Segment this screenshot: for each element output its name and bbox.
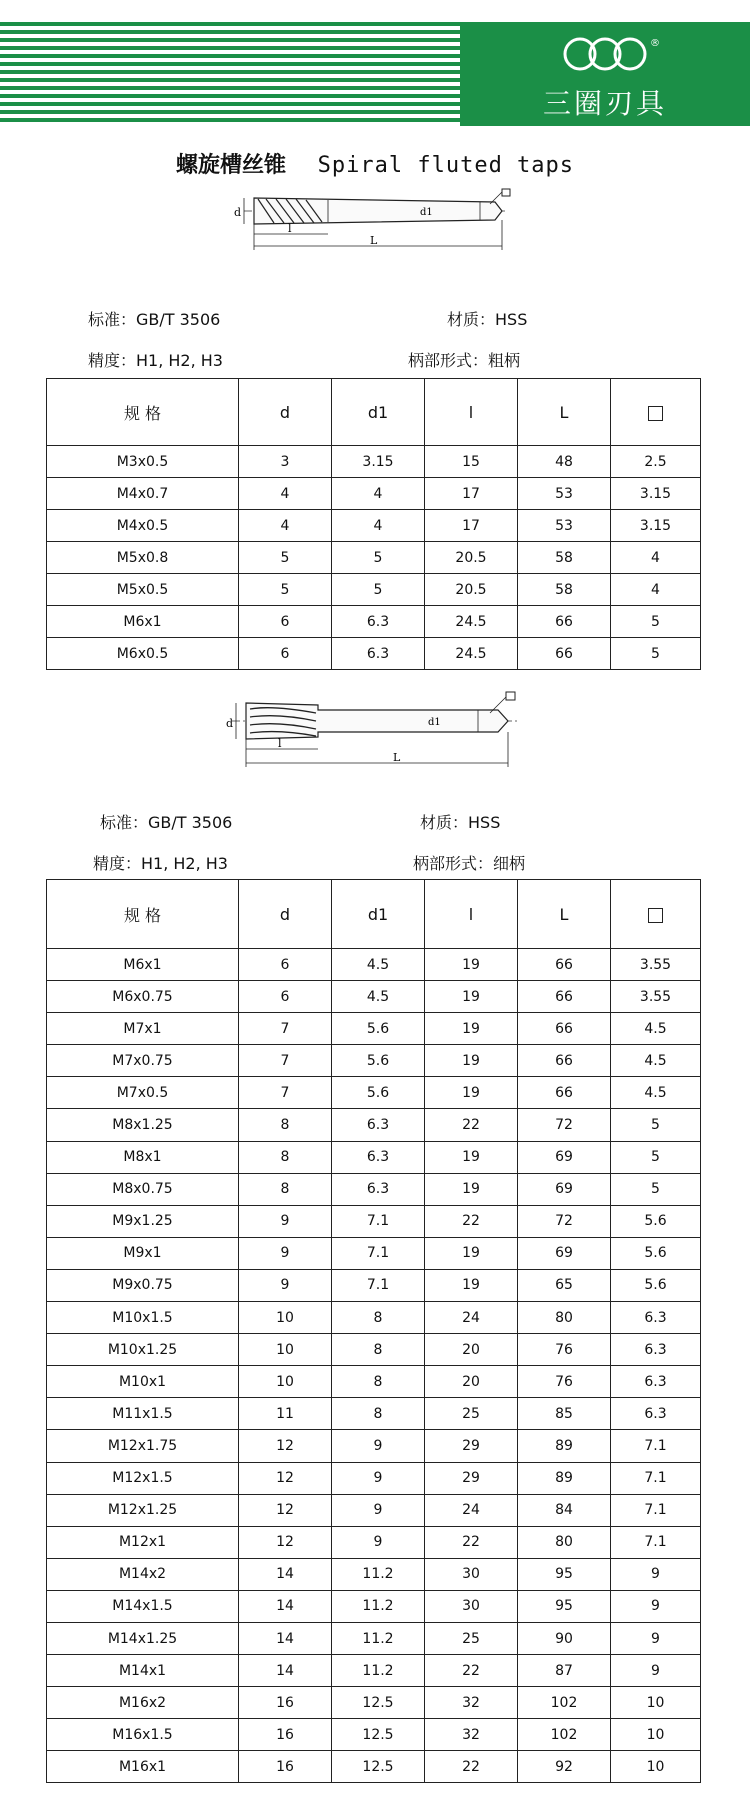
- cell-L: 72: [518, 1109, 611, 1141]
- cell-d: 12: [239, 1526, 332, 1558]
- cell-size: M12x1.5: [47, 1462, 239, 1494]
- cell-size: M7x1: [47, 1013, 239, 1045]
- cell-l: 24.5: [425, 638, 518, 670]
- cell-square: 7.1: [611, 1430, 701, 1462]
- cell-d1: 8: [332, 1398, 425, 1430]
- cell-d1: 4.5: [332, 949, 425, 981]
- cell-l: 22: [425, 1205, 518, 1237]
- cell-L: 80: [518, 1302, 611, 1334]
- cell-L: 48: [518, 446, 611, 478]
- table-body-1: [47, 446, 701, 670]
- cell-d: 12: [239, 1494, 332, 1526]
- cell-d1: 11.2: [332, 1558, 425, 1590]
- cell-d: 6: [239, 606, 332, 638]
- header-size: 规 格: [47, 379, 239, 446]
- cell-square: 6.3: [611, 1334, 701, 1366]
- cell-d1: 11.2: [332, 1622, 425, 1654]
- cell-l: 22: [425, 1751, 518, 1783]
- cell-square: 3.55: [611, 949, 701, 981]
- table-row: [47, 1751, 701, 1783]
- cell-l: 32: [425, 1687, 518, 1719]
- cell-size: M4x0.5: [47, 510, 239, 542]
- cell-d: 16: [239, 1751, 332, 1783]
- table-row: [47, 1366, 701, 1398]
- cell-L: 69: [518, 1237, 611, 1269]
- cell-d1: 5: [332, 542, 425, 574]
- cell-L: 84: [518, 1494, 611, 1526]
- precision-text-1: 精度：H1, H2, H3: [88, 351, 223, 370]
- cell-square: 4.5: [611, 1045, 701, 1077]
- cell-L: 66: [518, 1077, 611, 1109]
- cell-d: 14: [239, 1558, 332, 1590]
- cell-l: 30: [425, 1590, 518, 1622]
- cell-size: M7x0.5: [47, 1077, 239, 1109]
- cell-d: 14: [239, 1655, 332, 1687]
- cell-square: 4.5: [611, 1077, 701, 1109]
- cell-size: M9x0.75: [47, 1269, 239, 1301]
- table-row: [47, 1494, 701, 1526]
- cell-d: 7: [239, 1045, 332, 1077]
- cell-square: 9: [611, 1590, 701, 1622]
- cell-size: M9x1: [47, 1237, 239, 1269]
- cell-d1: 6.3: [332, 638, 425, 670]
- table-row: [47, 1109, 701, 1141]
- title-english: Spiral fluted taps: [317, 153, 575, 178]
- cell-d1: 9: [332, 1462, 425, 1494]
- table-row: [47, 1205, 701, 1237]
- cell-l: 25: [425, 1622, 518, 1654]
- table-row: [47, 1655, 701, 1687]
- cell-size: M14x1.5: [47, 1590, 239, 1622]
- cell-L: 69: [518, 1141, 611, 1173]
- cell-l: 17: [425, 478, 518, 510]
- cell-L: 69: [518, 1173, 611, 1205]
- label-L: L: [370, 234, 378, 247]
- tap-drawing-thick-shank: [234, 190, 515, 270]
- shank-type-text-2: 柄部形式：细柄: [413, 854, 526, 873]
- table-row: [47, 1462, 701, 1494]
- cell-d1: 4: [332, 478, 425, 510]
- cell-l: 24: [425, 1302, 518, 1334]
- cell-square: 5.6: [611, 1205, 701, 1237]
- label-d: d: [234, 206, 242, 219]
- cell-d1: 8: [332, 1302, 425, 1334]
- cell-l: 24.5: [425, 606, 518, 638]
- cell-L: 87: [518, 1655, 611, 1687]
- cell-L: 90: [518, 1622, 611, 1654]
- cell-size: M7x0.75: [47, 1045, 239, 1077]
- table-row: [47, 949, 701, 981]
- cell-l: 20.5: [425, 574, 518, 606]
- cell-square: 6.3: [611, 1366, 701, 1398]
- cell-L: 72: [518, 1205, 611, 1237]
- cell-size: M14x2: [47, 1558, 239, 1590]
- cell-d: 7: [239, 1077, 332, 1109]
- standard-text-1: 标准：GB/T 3506: [88, 310, 221, 329]
- header-d: d: [239, 379, 332, 446]
- cell-size: M3x0.5: [47, 446, 239, 478]
- cell-d: 9: [239, 1237, 332, 1269]
- registered-mark: ®: [650, 38, 660, 49]
- cell-size: M8x0.75: [47, 1173, 239, 1205]
- cell-d1: 6.3: [332, 606, 425, 638]
- cell-d1: 9: [332, 1430, 425, 1462]
- cell-d: 6: [239, 638, 332, 670]
- cell-square: 7.1: [611, 1462, 701, 1494]
- cell-square: 5: [611, 1173, 701, 1205]
- cell-d1: 6.3: [332, 1173, 425, 1205]
- cell-l: 29: [425, 1462, 518, 1494]
- cell-d: 8: [239, 1141, 332, 1173]
- cell-d1: 5.6: [332, 1013, 425, 1045]
- cell-square: 2.5: [611, 446, 701, 478]
- cell-L: 89: [518, 1430, 611, 1462]
- cell-d1: 11.2: [332, 1590, 425, 1622]
- cell-size: M11x1.5: [47, 1398, 239, 1430]
- cell-d1: 12.5: [332, 1751, 425, 1783]
- cell-size: M16x2: [47, 1687, 239, 1719]
- cell-d: 6: [239, 981, 332, 1013]
- cell-square: 3.15: [611, 478, 701, 510]
- cell-l: 17: [425, 510, 518, 542]
- cell-d: 10: [239, 1366, 332, 1398]
- cell-square: 4: [611, 574, 701, 606]
- cell-d: 8: [239, 1173, 332, 1205]
- cell-l: 29: [425, 1430, 518, 1462]
- cell-d1: 4.5: [332, 981, 425, 1013]
- table-row: [47, 1590, 701, 1622]
- cell-L: 80: [518, 1526, 611, 1558]
- table-header-row: [47, 379, 701, 446]
- cell-d: 5: [239, 542, 332, 574]
- cell-l: 20: [425, 1366, 518, 1398]
- cell-d1: 12.5: [332, 1687, 425, 1719]
- table-row: [47, 1687, 701, 1719]
- cell-d1: 8: [332, 1366, 425, 1398]
- cell-square: 9: [611, 1622, 701, 1654]
- header-L: L: [518, 379, 611, 446]
- cell-d1: 5.6: [332, 1077, 425, 1109]
- cell-d1: 5: [332, 574, 425, 606]
- cell-L: 66: [518, 1045, 611, 1077]
- table-header-row: [47, 880, 701, 949]
- cell-l: 19: [425, 1237, 518, 1269]
- cell-d: 3: [239, 446, 332, 478]
- cell-square: 5: [611, 1141, 701, 1173]
- square-icon: [648, 406, 663, 421]
- table-row: [47, 1237, 701, 1269]
- cell-square: 4.5: [611, 1013, 701, 1045]
- header-banner: [0, 22, 750, 126]
- cell-l: 22: [425, 1526, 518, 1558]
- table-row: [47, 1173, 701, 1205]
- cell-d: 9: [239, 1205, 332, 1237]
- label-d1-2: d1: [428, 717, 441, 728]
- cell-square: 6.3: [611, 1302, 701, 1334]
- label-L-2: L: [393, 751, 401, 764]
- header-square: [611, 379, 701, 446]
- cell-l: 19: [425, 949, 518, 981]
- table-row: [47, 1526, 701, 1558]
- cell-l: 19: [425, 981, 518, 1013]
- cell-d1: 5.6: [332, 1045, 425, 1077]
- brand-name: 三圈刃具: [542, 87, 667, 120]
- cell-size: M4x0.7: [47, 478, 239, 510]
- cell-d1: 7.1: [332, 1269, 425, 1301]
- material-text-1: 材质：HSS: [447, 310, 528, 329]
- cell-L: 95: [518, 1590, 611, 1622]
- cell-d: 12: [239, 1462, 332, 1494]
- cell-size: M14x1.25: [47, 1622, 239, 1654]
- cell-size: M14x1: [47, 1655, 239, 1687]
- cell-d1: 8: [332, 1334, 425, 1366]
- cell-d1: 3.15: [332, 446, 425, 478]
- cell-size: M12x1.75: [47, 1430, 239, 1462]
- table-row: [47, 1719, 701, 1751]
- header-square: [611, 880, 701, 949]
- cell-d1: 11.2: [332, 1655, 425, 1687]
- cell-L: 102: [518, 1687, 611, 1719]
- cell-l: 22: [425, 1655, 518, 1687]
- table-row: [47, 606, 701, 638]
- table-row: [47, 1558, 701, 1590]
- precision-text-2: 精度：H1, H2, H3: [93, 854, 228, 873]
- cell-L: 66: [518, 949, 611, 981]
- page-title: [0, 148, 750, 179]
- cell-size: M12x1: [47, 1526, 239, 1558]
- cell-d1: 9: [332, 1526, 425, 1558]
- cell-square: 5: [611, 606, 701, 638]
- cell-size: M9x1.25: [47, 1205, 239, 1237]
- table-row: [47, 1013, 701, 1045]
- label-l: l: [288, 222, 292, 235]
- table-row: [47, 574, 701, 606]
- cell-l: 20.5: [425, 542, 518, 574]
- table-row: [47, 446, 701, 478]
- cell-l: 30: [425, 1558, 518, 1590]
- cell-l: 20: [425, 1334, 518, 1366]
- table-row: [47, 1269, 701, 1301]
- table-row: [47, 1430, 701, 1462]
- table-row: [47, 638, 701, 670]
- cell-d: 16: [239, 1719, 332, 1751]
- header-L: L: [518, 880, 611, 949]
- tap-drawing-thin-shank: [228, 683, 528, 793]
- cell-L: 66: [518, 638, 611, 670]
- cell-L: 92: [518, 1751, 611, 1783]
- cell-L: 85: [518, 1398, 611, 1430]
- table-row: [47, 478, 701, 510]
- cell-L: 53: [518, 510, 611, 542]
- cell-L: 95: [518, 1558, 611, 1590]
- cell-L: 76: [518, 1334, 611, 1366]
- cell-size: M8x1: [47, 1141, 239, 1173]
- table-body-2: [47, 949, 701, 1783]
- cell-l: 19: [425, 1045, 518, 1077]
- cell-d: 12: [239, 1430, 332, 1462]
- cell-size: M6x0.75: [47, 981, 239, 1013]
- cell-size: M10x1: [47, 1366, 239, 1398]
- title-chinese: 螺旋槽丝锥: [175, 153, 286, 178]
- cell-d: 16: [239, 1687, 332, 1719]
- cell-size: M6x1: [47, 949, 239, 981]
- cell-d: 14: [239, 1622, 332, 1654]
- cell-l: 19: [425, 1013, 518, 1045]
- cell-d1: 6.3: [332, 1141, 425, 1173]
- table-row: [47, 981, 701, 1013]
- header-d1: d1: [332, 880, 425, 949]
- tap-diagram-2: [228, 683, 528, 793]
- table-row: [47, 542, 701, 574]
- cell-d1: 6.3: [332, 1109, 425, 1141]
- material-text-2: 材质：HSS: [420, 813, 501, 832]
- cell-d1: 7.1: [332, 1237, 425, 1269]
- cell-square: 4: [611, 542, 701, 574]
- header-d: d: [239, 880, 332, 949]
- cell-square: 5: [611, 1109, 701, 1141]
- cell-d: 11: [239, 1398, 332, 1430]
- cell-d: 14: [239, 1590, 332, 1622]
- standard-text-2: 标准：GB/T 3506: [100, 813, 233, 832]
- cell-l: 25: [425, 1398, 518, 1430]
- cell-L: 53: [518, 478, 611, 510]
- cell-L: 65: [518, 1269, 611, 1301]
- table-row: [47, 1045, 701, 1077]
- cell-square: 5: [611, 638, 701, 670]
- header-size: 规 格: [47, 880, 239, 949]
- table-row: [47, 1622, 701, 1654]
- label-d-2: d: [226, 717, 234, 730]
- table-row: [47, 1302, 701, 1334]
- label-l-2: l: [278, 737, 282, 750]
- cell-L: 58: [518, 574, 611, 606]
- cell-size: M6x1: [47, 606, 239, 638]
- cell-d1: 12.5: [332, 1719, 425, 1751]
- cell-square: 3.55: [611, 981, 701, 1013]
- cell-d1: 9: [332, 1494, 425, 1526]
- cell-l: 19: [425, 1269, 518, 1301]
- cell-L: 66: [518, 606, 611, 638]
- cell-square: 5.6: [611, 1237, 701, 1269]
- cell-d: 8: [239, 1109, 332, 1141]
- cell-L: 102: [518, 1719, 611, 1751]
- cell-size: M16x1.5: [47, 1719, 239, 1751]
- cell-d: 4: [239, 510, 332, 542]
- cell-L: 66: [518, 981, 611, 1013]
- cell-square: 6.3: [611, 1398, 701, 1430]
- cell-L: 76: [518, 1366, 611, 1398]
- cell-d1: 4: [332, 510, 425, 542]
- cell-l: 32: [425, 1719, 518, 1751]
- cell-square: 10: [611, 1751, 701, 1783]
- table-row: [47, 1334, 701, 1366]
- brand-block: [460, 22, 750, 126]
- cell-square: 7.1: [611, 1526, 701, 1558]
- tap-diagram-1: [234, 190, 515, 270]
- stripe-pattern: [0, 22, 460, 126]
- cell-size: M16x1: [47, 1751, 239, 1783]
- spec-table-thin-shank: [46, 879, 701, 1783]
- table-row: [47, 1398, 701, 1430]
- header-l: l: [425, 379, 518, 446]
- cell-l: 15: [425, 446, 518, 478]
- cell-size: M5x0.5: [47, 574, 239, 606]
- cell-square: 3.15: [611, 510, 701, 542]
- cell-size: M10x1.5: [47, 1302, 239, 1334]
- table-row: [47, 510, 701, 542]
- cell-L: 58: [518, 542, 611, 574]
- cell-l: 19: [425, 1077, 518, 1109]
- cell-d: 4: [239, 478, 332, 510]
- cell-d: 10: [239, 1302, 332, 1334]
- cell-l: 19: [425, 1141, 518, 1173]
- cell-square: 9: [611, 1558, 701, 1590]
- cell-L: 89: [518, 1462, 611, 1494]
- header-d1: d1: [332, 379, 425, 446]
- cell-l: 19: [425, 1173, 518, 1205]
- shank-type-text-1: 柄部形式：粗柄: [408, 351, 521, 370]
- square-icon: [648, 908, 663, 923]
- three-rings-logo-icon: [560, 34, 650, 74]
- cell-d: 10: [239, 1334, 332, 1366]
- cell-l: 24: [425, 1494, 518, 1526]
- cell-d: 5: [239, 574, 332, 606]
- cell-size: M6x0.5: [47, 638, 239, 670]
- cell-size: M12x1.25: [47, 1494, 239, 1526]
- cell-square: 10: [611, 1719, 701, 1751]
- cell-size: M10x1.25: [47, 1334, 239, 1366]
- cell-size: M5x0.8: [47, 542, 239, 574]
- header-l: l: [425, 880, 518, 949]
- cell-square: 10: [611, 1687, 701, 1719]
- spec-table-thick-shank: [46, 378, 701, 670]
- cell-d: 6: [239, 949, 332, 981]
- cell-d: 7: [239, 1013, 332, 1045]
- cell-d: 9: [239, 1269, 332, 1301]
- cell-l: 22: [425, 1109, 518, 1141]
- cell-square: 7.1: [611, 1494, 701, 1526]
- cell-L: 66: [518, 1013, 611, 1045]
- label-d1: d1: [420, 207, 433, 218]
- table-row: [47, 1077, 701, 1109]
- table-row: [47, 1141, 701, 1173]
- cell-square: 9: [611, 1655, 701, 1687]
- cell-square: 5.6: [611, 1269, 701, 1301]
- cell-d1: 7.1: [332, 1205, 425, 1237]
- cell-size: M8x1.25: [47, 1109, 239, 1141]
